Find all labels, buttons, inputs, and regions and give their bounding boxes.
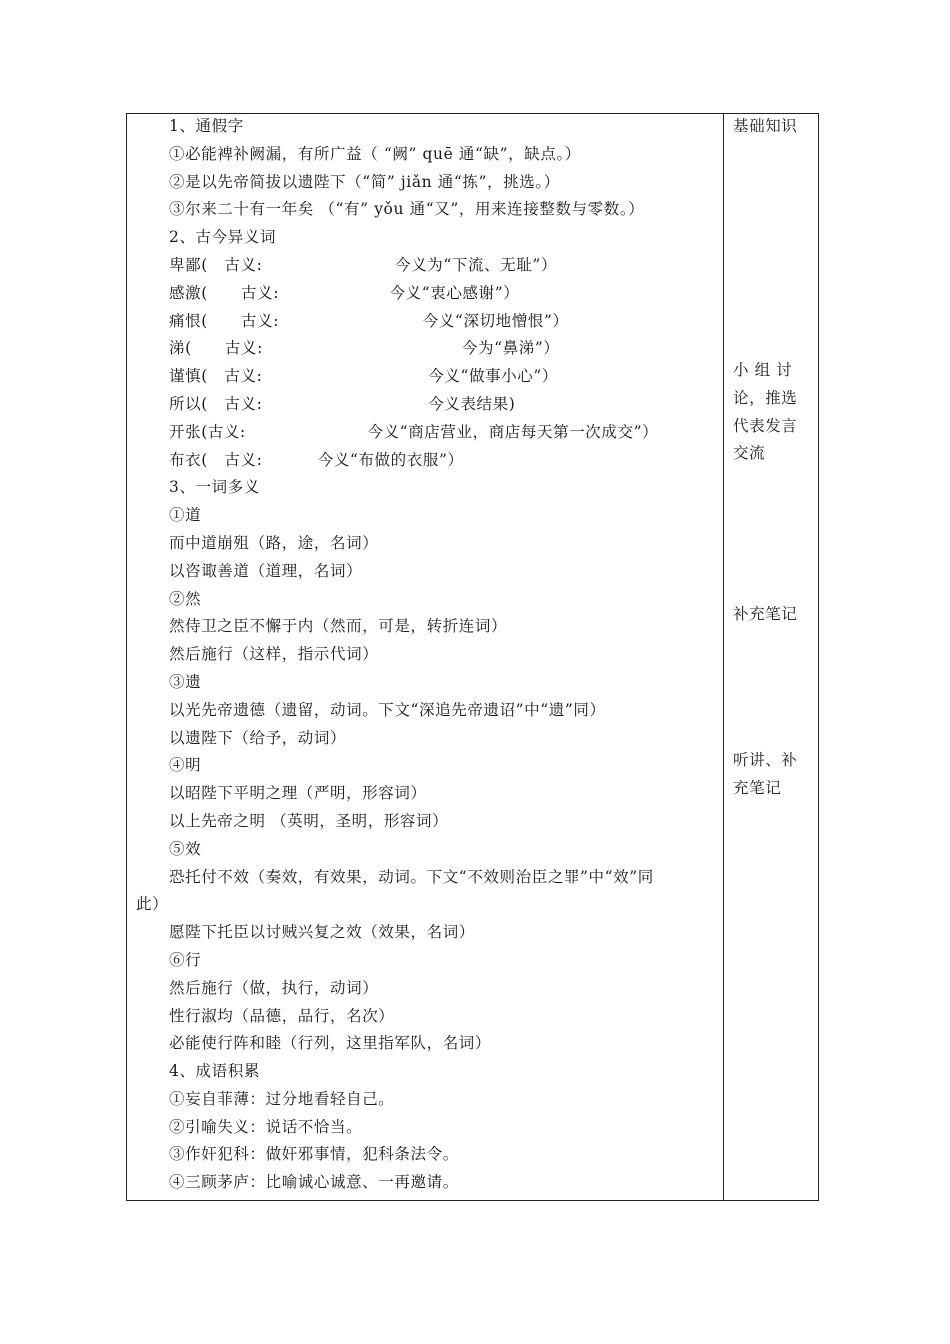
text-line: ②是以先帝简拔以遗陛下（“简” jiǎn 通“拣”，挑选。） xyxy=(169,172,560,191)
text-line: 以遗陛下（给予，动词） xyxy=(169,728,347,747)
text-line: 涕( 古义: 今为“鼻涕”） xyxy=(169,339,560,358)
text-line: 以光先帝遗德（遗留，动词。下文“深追先帝遗诏”中“遗”同） xyxy=(169,700,606,719)
text-line: 性行淑均（品德，品行，名次） xyxy=(169,1006,395,1025)
text-line: 所以( 古义: 今义表结果) xyxy=(169,394,516,413)
text-line: ③作奸犯科：做奸邪事情，犯科条法令。 xyxy=(169,1145,459,1164)
text-line: 感激( 古义: 今义“衷心感谢”） xyxy=(169,283,520,302)
text-line: 恐托付不效（奏效，有效果，动词。下文“不效则治臣之罪”中“效”同 xyxy=(169,867,654,886)
side-note-text: 论，推选 xyxy=(733,388,798,407)
side-note-text: 基础知识 xyxy=(733,117,798,135)
side-note-text: 充笔记 xyxy=(733,778,782,797)
text-line: ④三顾茅庐：比喻诚心诚意、一再邀请。 xyxy=(169,1173,459,1192)
text-line: ②引喻失义：说话不恰当。 xyxy=(169,1117,363,1136)
side-note-group-discussion xyxy=(733,357,811,468)
section-title: 4、成语积累 xyxy=(169,1062,260,1081)
side-note-text: 小 组 讨 xyxy=(733,361,793,379)
text-line-continuation: 此） xyxy=(136,895,169,914)
text-line: 痛恨( 古义: 今义“深切地憎恨”） xyxy=(169,311,569,330)
text-line: ①必能裨补阙漏，有所广益（ “阙” quē 通“缺”，缺点。） xyxy=(169,144,581,163)
text-line: 然后施行（做，执行，动词） xyxy=(169,978,379,997)
text-line: ④明 xyxy=(169,756,202,775)
text-line: ②然 xyxy=(169,589,202,608)
text-line: 愿陛下托臣以讨贼兴复之效（效果，名词） xyxy=(169,923,475,942)
text-line: 然后施行（这样，指示代词） xyxy=(169,645,379,664)
text-line: ③遗 xyxy=(169,672,202,691)
text-line: ⑥行 xyxy=(169,950,202,969)
text-line: 布衣( 古义: 今义“布做的衣服”） xyxy=(169,450,464,469)
main-content xyxy=(136,113,719,1197)
text-line: 以昭陛下平明之理（严明，形容词） xyxy=(169,784,427,803)
section-title: 2、古今异义词 xyxy=(169,228,277,247)
column-divider xyxy=(723,113,724,1201)
text-line: 必能使行阵和睦（行列，这里指军队，名词） xyxy=(169,1034,492,1053)
section-title: 3、一词多义 xyxy=(169,478,260,497)
side-note-text: 听讲、补 xyxy=(733,751,798,769)
text-line: ①妄自菲薄：过分地看轻自己。 xyxy=(169,1089,395,1108)
text-line: 以咨诹善道（道理，名词） xyxy=(169,561,363,580)
section-title: 1、通假字 xyxy=(169,117,244,135)
text-line: 以上先帝之明 （英明，圣明，形容词） xyxy=(169,811,449,830)
text-line: 谨慎( 古义: 今义“做事小心”） xyxy=(169,367,559,386)
text-line: 而中道崩殂（路，途，名词） xyxy=(169,533,379,552)
side-note-basic-knowledge xyxy=(733,113,811,141)
side-note-text: 代表发言 xyxy=(733,416,798,435)
text-line: 然侍卫之臣不懈于内（然而，可是，转折连词） xyxy=(169,617,508,636)
text-line: ①道 xyxy=(169,506,202,525)
text-line: ⑤效 xyxy=(169,839,202,858)
side-note-supplement xyxy=(733,601,811,629)
text-line: ③尔来二十有一年矣 （“有” yǒu 通“又”，用来连接整数与零数。） xyxy=(169,200,645,219)
side-note-listen xyxy=(733,747,811,803)
side-note-text: 补充笔记 xyxy=(733,605,798,623)
side-note-text: 交流 xyxy=(733,444,766,463)
text-line: 开张(古义: 今义“商店营业，商店每天第一次成交”） xyxy=(169,422,659,441)
text-line: 卑鄙( 古义: 今义为“下流、无耻”） xyxy=(169,255,558,274)
